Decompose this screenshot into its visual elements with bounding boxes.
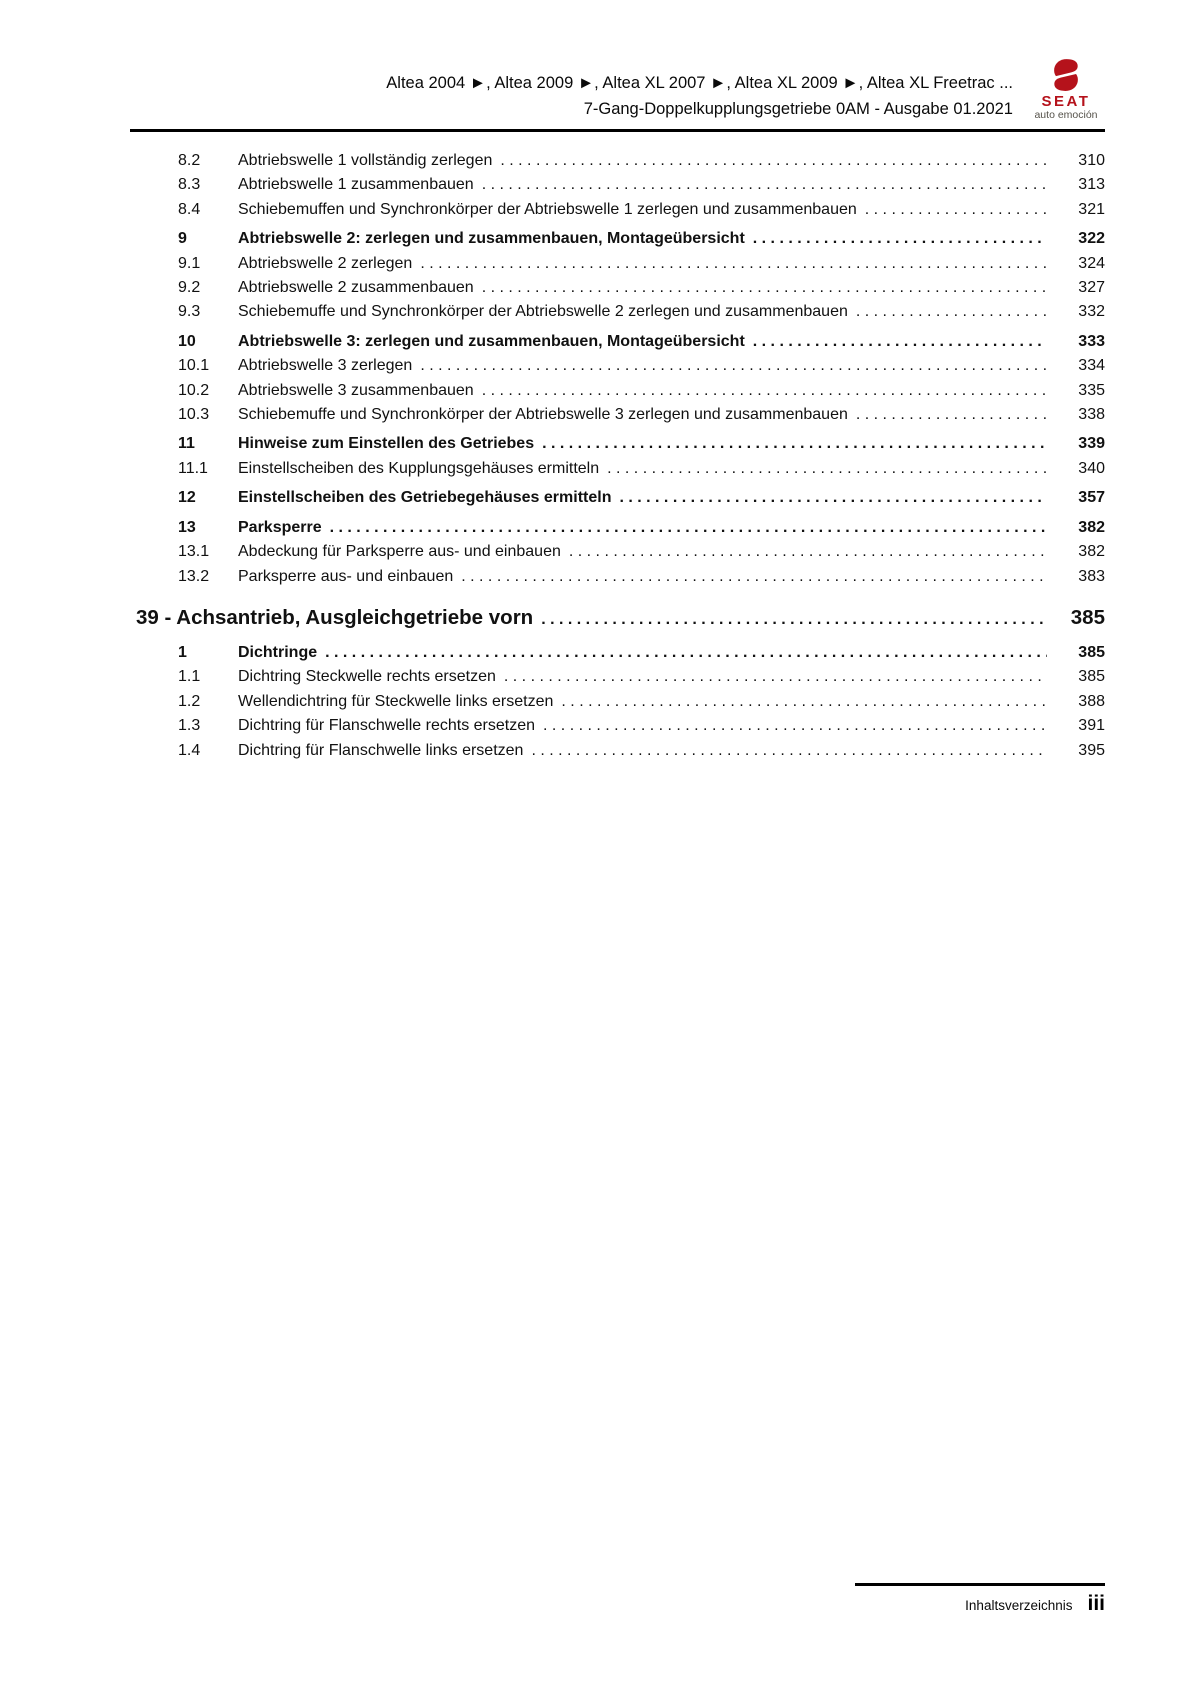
toc-row xyxy=(178,330,1105,354)
toc-row xyxy=(178,403,1105,427)
toc-entry-title: Dichtring für Flanschwelle rechts ersetzen xyxy=(238,717,536,735)
toc-entry-title: Schiebemuffen und Synchronkörper der Abtriebswelle 1 zerlegen und zusammenbauen xyxy=(238,200,857,218)
toc-row xyxy=(178,149,1105,173)
toc-entry-number: 12 xyxy=(178,489,196,507)
dot-leader xyxy=(865,198,1047,222)
toc-entry-page: 385 xyxy=(1078,668,1105,686)
toc-row xyxy=(178,276,1105,300)
toc-entry-page: 339 xyxy=(1078,435,1105,453)
toc-entry-page: 321 xyxy=(1078,200,1105,218)
toc-row xyxy=(178,457,1105,481)
dot-leader xyxy=(561,690,1047,714)
toc-entry-page: 391 xyxy=(1078,717,1105,735)
toc-row xyxy=(178,540,1105,564)
toc-entry-title: Dichtring für Flanschwelle links ersetzen xyxy=(238,741,524,759)
toc-entry-page: 395 xyxy=(1078,741,1105,759)
dot-leader xyxy=(856,300,1047,324)
toc-entry-page: 382 xyxy=(1078,518,1105,536)
toc-entry-title: Abdeckung für Parksperre aus- und einbauen xyxy=(238,543,561,561)
dot-leader xyxy=(482,379,1047,403)
toc-row xyxy=(178,173,1105,197)
toc-entry-number: 11.1 xyxy=(178,459,208,477)
toc-entry-number: 13.1 xyxy=(178,543,210,561)
toc-entry-page: 332 xyxy=(1078,303,1105,321)
dot-leader xyxy=(541,604,1047,636)
toc-entry-number: 1 xyxy=(178,643,187,661)
toc-entry-title: Abtriebswelle 2 zusammenbauen xyxy=(238,279,474,297)
toc-entry-title: Parksperre aus- und einbauen xyxy=(238,567,454,585)
toc-entry-number: 9.2 xyxy=(178,279,201,297)
dot-leader xyxy=(504,665,1047,689)
toc-chapter-row xyxy=(136,602,1105,636)
toc-row xyxy=(178,486,1105,510)
toc-entry-title: Schiebemuffe und Synchronkörper der Abtriebswelle 3 zerlegen und zusammenbauen xyxy=(238,406,848,424)
toc-row xyxy=(178,432,1105,456)
toc-entry-number: 1.3 xyxy=(178,717,201,735)
toc-entry-number: 13 xyxy=(178,518,196,536)
toc-entry-page: 310 xyxy=(1078,152,1105,169)
toc-entry-title: Dichtringe xyxy=(238,643,318,661)
dot-leader xyxy=(500,149,1047,173)
toc-row xyxy=(178,565,1105,589)
toc-entry-page: 340 xyxy=(1078,459,1105,477)
toc-entry-title: Einstellscheiben des Kupplungsgehäuses ermitteln xyxy=(238,459,600,477)
toc-list xyxy=(130,149,1105,763)
dot-leader xyxy=(482,276,1047,300)
toc-row xyxy=(178,252,1105,276)
dot-leader xyxy=(531,739,1047,763)
toc-entry-title: Hinweise zum Einstellen des Getriebes xyxy=(238,435,535,453)
toc-entry-title: Abtriebswelle 3 zusammenbauen xyxy=(238,381,474,399)
footer-label: Inhaltsverzeichnis xyxy=(965,1598,1073,1613)
toc-entry-page: 327 xyxy=(1078,279,1105,297)
toc-row xyxy=(178,665,1105,689)
toc-entry-title: Abtriebswelle 3: zerlegen und zusammenbauen, Montageübersicht xyxy=(238,332,745,350)
toc-entry-number: 13.2 xyxy=(178,567,210,585)
toc-entry-number: 8.4 xyxy=(178,200,201,218)
toc-entry-page: 388 xyxy=(1078,692,1105,710)
seat-logo xyxy=(1027,56,1105,121)
toc-entry-page: 335 xyxy=(1078,381,1105,399)
toc-entry-page: 333 xyxy=(1078,332,1105,350)
toc-entry-number: 11 xyxy=(178,435,195,453)
toc-row xyxy=(178,714,1105,738)
dot-leader xyxy=(482,173,1047,197)
toc-entry-title: Abtriebswelle 2: zerlegen und zusammenbauen, Montageübersicht xyxy=(238,230,745,248)
toc-entry-page: 334 xyxy=(1078,357,1105,375)
toc-entry-page: 385 xyxy=(1070,605,1105,629)
page-header xyxy=(130,56,1105,122)
toc-entry-number: 9.1 xyxy=(178,254,201,272)
toc-row xyxy=(178,641,1105,665)
toc-row xyxy=(178,227,1105,251)
toc-row xyxy=(178,516,1105,540)
toc-chapter-title: 39 - Achsantrieb, Ausgleichgetriebe vorn xyxy=(136,605,534,629)
toc-entry-page: 313 xyxy=(1078,176,1105,194)
toc-entry-page: 357 xyxy=(1078,489,1105,507)
footer-page-number: iii xyxy=(1087,1592,1105,1615)
dot-leader xyxy=(325,641,1047,665)
toc-entry-page: 324 xyxy=(1078,254,1105,272)
toc-entry-number: 10.2 xyxy=(178,381,210,399)
header-models-line: Altea 2004 ►, Altea 2009 ►, Altea XL 2007 ►, Altea XL 2009 ►, Altea XL Freetrac ... xyxy=(386,74,1013,92)
dot-leader xyxy=(542,432,1047,456)
header-rule xyxy=(130,129,1105,132)
toc-entry-page: 383 xyxy=(1078,567,1105,585)
toc-entry-number: 10.3 xyxy=(178,406,210,424)
dot-leader xyxy=(607,457,1047,481)
toc-entry-title: Einstellscheiben des Getriebegehäuses ermitteln xyxy=(238,489,612,507)
dot-leader xyxy=(753,330,1047,354)
toc-entry-title: Abtriebswelle 3 zerlegen xyxy=(238,357,413,375)
dot-leader xyxy=(420,252,1047,276)
toc-entry-title: Schiebemuffe und Synchronkörper der Abtriebswelle 2 zerlegen und zusammenbauen xyxy=(238,303,848,321)
dot-leader xyxy=(753,227,1047,251)
dot-leader xyxy=(420,354,1047,378)
toc-entry-number: 1.1 xyxy=(178,668,201,686)
toc-entry-number: 10.1 xyxy=(178,357,210,375)
toc-row xyxy=(178,739,1105,763)
toc-entry-page: 385 xyxy=(1078,643,1105,661)
toc-entry-number: 1.2 xyxy=(178,692,201,710)
toc-row xyxy=(178,300,1105,324)
seat-emblem-icon xyxy=(1052,58,1080,92)
seat-wordmark: SEAT xyxy=(1041,93,1091,110)
header-subtitle: 7-Gang-Doppelkupplungsgetriebe 0AM - Ausgabe 01.2021 xyxy=(583,100,1013,118)
dot-leader xyxy=(856,403,1047,427)
toc-entry-number: 10 xyxy=(178,332,196,350)
dot-leader xyxy=(330,516,1047,540)
toc-entry-title: Abtriebswelle 1 vollständig zerlegen xyxy=(238,152,493,169)
toc-entry-number: 9.3 xyxy=(178,303,201,321)
seat-tagline: auto emoción xyxy=(1034,109,1098,121)
page-footer xyxy=(855,1583,1105,1616)
toc-row xyxy=(178,690,1105,714)
dot-leader xyxy=(543,714,1047,738)
dot-leader xyxy=(619,486,1047,510)
dot-leader xyxy=(461,565,1047,589)
toc-entry-number: 9 xyxy=(178,230,187,248)
toc-row xyxy=(178,198,1105,222)
toc-entry-title: Abtriebswelle 1 zusammenbauen xyxy=(238,176,474,194)
toc-entry-number: 8.2 xyxy=(178,152,201,169)
toc-entry-title: Parksperre xyxy=(238,518,322,536)
toc-row xyxy=(178,354,1105,378)
toc-entry-title: Dichtring Steckwelle rechts ersetzen xyxy=(238,668,496,686)
toc-entry-title: Wellendichtring für Steckwelle links ersetzen xyxy=(238,692,554,710)
dot-leader xyxy=(569,540,1047,564)
toc-entry-page: 382 xyxy=(1078,543,1105,561)
toc-entry-number: 1.4 xyxy=(178,741,201,759)
toc-entry-title: Abtriebswelle 2 zerlegen xyxy=(238,254,413,272)
toc-entry-page: 322 xyxy=(1078,230,1105,248)
toc-entry-page: 338 xyxy=(1078,406,1105,424)
toc-row xyxy=(178,379,1105,403)
toc-entry-number: 8.3 xyxy=(178,176,201,194)
header-text xyxy=(130,56,1027,122)
